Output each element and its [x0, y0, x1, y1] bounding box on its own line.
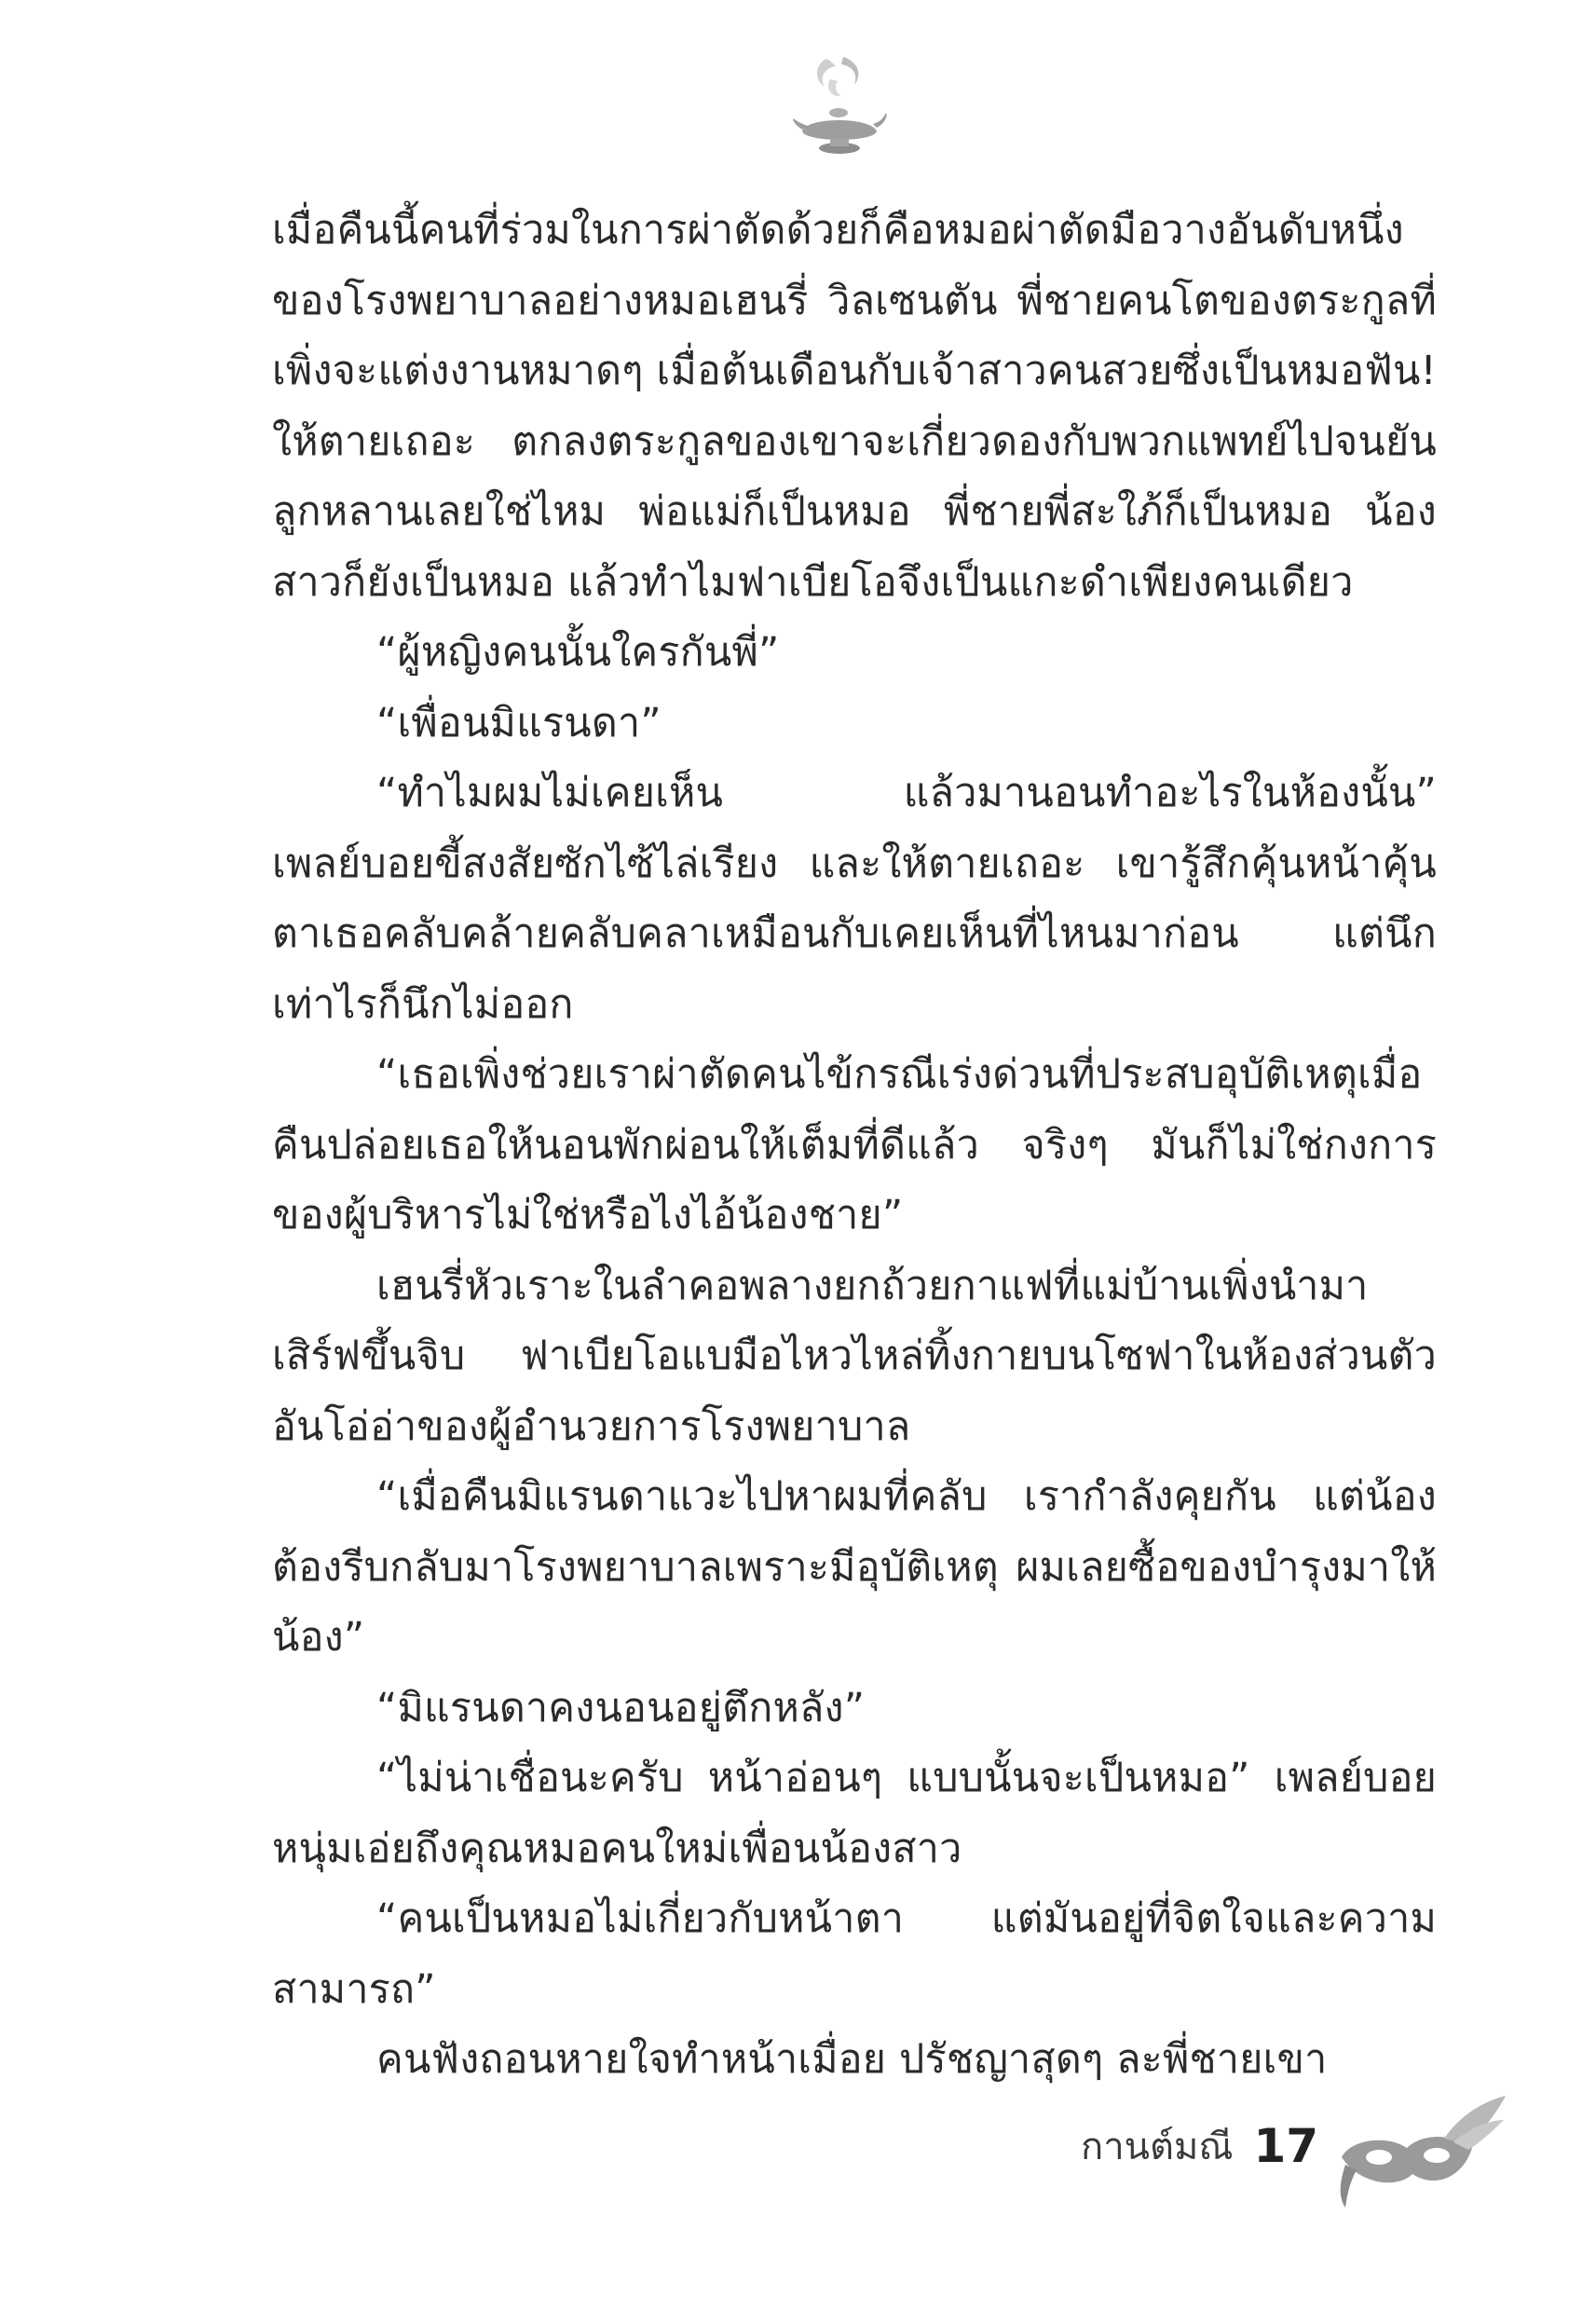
page-footer: [1081, 2104, 1318, 2188]
paragraph: “ไม่น่าเชื่อนะครับ หน้าอ่อนๆ แบบนั้นจะเป็นหมอ” เพลย์บอยหนุ่มเอ่ยถึงคุณหมอคนใหม่เพื่อนน้องสาว: [272, 1755, 1437, 1872]
paragraph: “ทำไมผมไม่เคยเห็น แล้วมานอนทำอะไรในห้องนั้น” เพลย์บอยขี้สงสัยซักไซ้ไล่เรียง และให้ตายเถอะ เขารู้สึกคุ้นหน้าคุ้นตาเธอคลับคล้ายคลับคลาเหมือนกับเคยเห็นที่ไหนมาก่อน แต่นึกเท่าไรก็นึกไม่ออก: [272, 770, 1437, 1028]
paragraph: “คนเป็นหมอไม่เกี่ยวกับหน้าตา แต่มันอยู่ที่จิตใจและความสามารถ”: [272, 1895, 1437, 2013]
paragraph: “เมื่อคืนมิแรนดาแวะไปหาผมที่คลับ เรากำลังคุยกัน แต่น้องต้องรีบกลับมาโรงพยาบาลเพราะมีอุบัติเหตุ ผมเลยซื้อของบำรุงมาให้น้อง”: [272, 1473, 1437, 1661]
paragraph: “เพื่อนมิแรนดา”: [376, 699, 662, 746]
genie-lamp-icon: [787, 51, 890, 163]
paragraph: เฮนรี่หัวเราะในลำคอพลางยกถ้วยกาแฟที่แม่บ้านเพิ่งนำมาเสิร์ฟขึ้นจิบ ฟาเบียโอแบมือไหวไหล่ทิ้งกายบนโซฟาในห้องส่วนตัวอันโอ่อ่าของผู้อำนวยการโรงพยาบาล: [272, 1262, 1437, 1450]
paragraph: “มิแรนดาคงนอนอยู่ตึกหลัง”: [376, 1684, 866, 1731]
page-number: 17: [1253, 2119, 1319, 2173]
paragraph: “เธอเพิ่งช่วยเราผ่าตัดคนไข้กรณีเร่งด่วนที่ประสบอุบัติเหตุเมื่อคืนปล่อยเธอให้นอนพักผ่อนให้เต็มที่ดีแล้ว จริงๆ มันก็ไม่ใช่กงการของผู้บริหารไม่ใช่หรือไงไอ้น้องชาย”: [272, 1051, 1437, 1238]
paragraph: “ผู้หญิงคนนั้นใครกันพี่”: [376, 629, 780, 676]
masquerade-mask-icon: [1332, 2092, 1509, 2213]
paragraph: คนฟังถอนหายใจทำหน้าเมื่อย ปรัชญาสุดๆ ละพี่ชายเขา: [376, 2036, 1328, 2083]
paragraph: เมื่อคืนนี้คนที่ร่วมในการผ่าตัดด้วยก็คือหมอผ่าตัดมือวางอันดับหนึ่งของโรงพยาบาลอย่างหมอเฮนรี่ วิลเซนตัน พี่ชายคนโตของตระกูลที่เพิ่งจะแต่งงานหมาดๆ เมื่อต้นเดือนกับเจ้าสาวคนสวยซึ่งเป็นหมอฟัน! ให้ตายเถอะ ตกลงตระกูลของเขาจะเกี่ยวดองกับพวกแพทย์ไปจนยันลูกหลานเลยใช่ไหม พ่อแม่ก็เป็นหมอ พี่ชายพี่สะใภ้ก็เป็นหมอ น้องสาวก็ยังเป็นหมอ แล้วทำไมฟาเบียโอจึงเป็นแกะดำเพียงคนเดียว: [272, 207, 1437, 606]
body-text: [272, 196, 1437, 2096]
book-title: กานต์มณี: [1081, 2126, 1234, 2168]
